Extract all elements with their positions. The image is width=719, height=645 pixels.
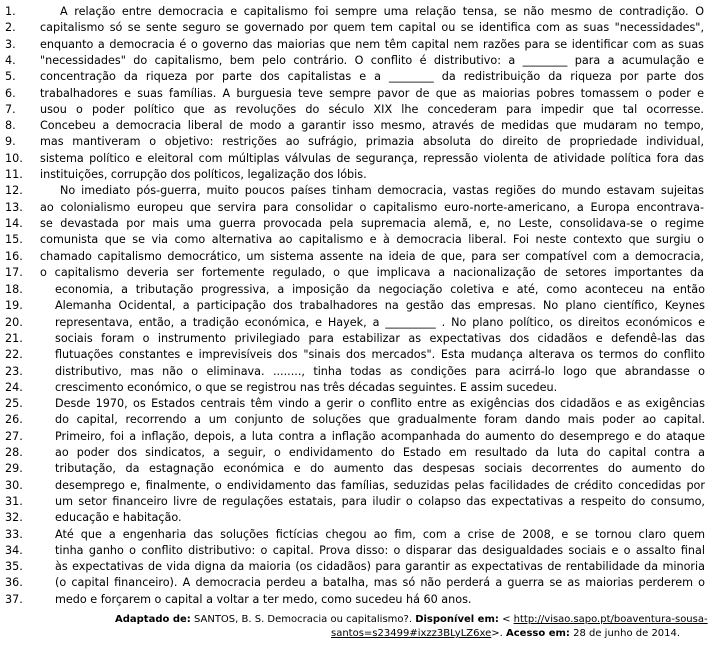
line-text: tributação, da estagnação económica e do aumento das despesas sociais decorrentes do aumento do xyxy=(55,462,705,476)
line-text: "necessidades" do capitalismo, bem pelo contrário. O conflito é distributivo: a ________ para a acumulação e xyxy=(40,53,704,67)
line-number: 20. xyxy=(5,315,23,329)
line-text: desemprego e, finalmente, o endividamento das famílias, seduzidas pelas facilidades de crédito concedidas por xyxy=(55,478,705,492)
line-number: 34. xyxy=(5,543,23,557)
line-number: 22. xyxy=(5,348,23,362)
text-line xyxy=(0,167,719,183)
line-text: mas mantiveram o objetivo: restrições ao sufrágio, primazia absoluta do direito de propriedade individual, xyxy=(40,135,704,149)
line-number: 8. xyxy=(5,119,16,133)
text-line xyxy=(0,265,719,281)
line-text: às expectativas de vida digna da maioria (os cidadãos) para garantir as expectativas de rentabilidade da minoria xyxy=(55,560,705,574)
text-line xyxy=(0,102,719,118)
line-number: 14. xyxy=(5,216,23,230)
text-line xyxy=(0,380,719,396)
text-line xyxy=(0,510,719,526)
reference-text: SANTOS, B. S. Democracia ou capitalismo?. xyxy=(193,614,413,625)
line-text: distributivo, mas não o eliminava. ........, tinha todas as condições para acirrá-lo logo que abrandasse o xyxy=(55,364,705,378)
line-number: 24. xyxy=(5,380,23,394)
line-text: chamado capitalismo democrático, um sistema assente na ideia de que, para ser compatível com a democracia, xyxy=(40,249,704,263)
text-line xyxy=(0,347,719,363)
line-number: 29. xyxy=(5,462,23,476)
line-number: 37. xyxy=(5,592,23,606)
source-citation-line-2 xyxy=(331,627,680,641)
line-text: (o capital financeiro). A democracia perdeu a batalha, mas só não perderá a guerra se as maiorias perderem o xyxy=(55,576,705,590)
line-number: 3. xyxy=(5,37,16,51)
text-line xyxy=(0,298,719,314)
line-text: ao colonialismo europeu que servira para consolidar o capitalismo euro-norte-americano, a Europa encontrava- xyxy=(40,200,704,214)
accessed-date: 28 de junho de 2014. xyxy=(573,628,681,639)
line-text: No imediato pós-guerra, muito poucos países tinham democracia, vastas regiões do mundo estavam sujeitas xyxy=(60,184,704,198)
line-number: 16. xyxy=(5,249,23,263)
text-line xyxy=(0,527,719,543)
line-text: trabalhadores e suas famílias. A burguesia teve sempre pavor de que as maiorias pobres tomassem o poder e xyxy=(40,86,704,100)
text-line xyxy=(0,249,719,265)
line-text: um setor financeiro livre de regulações estatais, para iludir o colapso das expectativas a respeito do consumo, xyxy=(55,494,705,508)
line-text: comunista que se via como alternativa ao capitalismo e à democracia liberal. Foi neste contexto que surgiu o xyxy=(40,233,704,247)
line-number: 9. xyxy=(5,135,16,149)
url-close-bracket: >. xyxy=(491,628,503,639)
text-line xyxy=(0,134,719,150)
text-line xyxy=(0,53,719,69)
line-number: 1. xyxy=(5,5,16,18)
text-line xyxy=(0,20,719,36)
text-line xyxy=(0,559,719,575)
source-citation-line-1 xyxy=(115,613,708,627)
text-line xyxy=(0,315,719,331)
text-line xyxy=(0,396,719,412)
line-text: Desde 1970, os Estados centrais têm vindo a gerir o conflito entre as exigências dos cidadãos e as exigências xyxy=(55,397,705,411)
line-text: concentração da riqueza por parte dos capitalistas e a ________ da redistribuição da riqueza por parte dos xyxy=(40,70,704,84)
line-text: representava, então, a tradição económica, e Hayek, a _________ . No plano político, os direitos económicos e xyxy=(55,315,705,329)
line-number: 25. xyxy=(5,397,23,411)
line-text: o capitalismo deveria ser fortemente regulado, o que implicava a nacionalização de setores importantes da xyxy=(40,265,704,279)
line-number: 18. xyxy=(5,283,23,296)
line-number: 13. xyxy=(5,200,23,214)
line-number: 4. xyxy=(5,53,16,67)
line-text: Primeiro, foi a inflação, depois, a luta contra a inflação acompanhada do aumento do desemprego e do ataque xyxy=(55,429,705,443)
line-number: 28. xyxy=(5,446,23,459)
text-line xyxy=(0,37,719,53)
line-number: 26. xyxy=(5,413,23,427)
line-number: 19. xyxy=(5,299,23,313)
text-line xyxy=(0,118,719,134)
line-number: 27. xyxy=(5,429,23,443)
line-number: 21. xyxy=(5,331,23,345)
line-text: educação e habitação. xyxy=(55,511,182,525)
line-text: capitalismo só se sente seguro se governado por quem tem capital ou se identifica com as suas "necessidades", xyxy=(40,21,704,35)
line-number: 30. xyxy=(5,478,23,492)
line-number: 35. xyxy=(5,560,23,574)
text-line xyxy=(0,86,719,102)
text-line xyxy=(0,151,719,167)
line-text: sistema político e eleitoral com múltiplas válvulas de segurança, repressão violenta de atividade política fora das xyxy=(40,151,704,165)
source-link-part-2[interactable]: santos=s23499#ixzz3BLyLZ6xe xyxy=(331,628,492,639)
text-line xyxy=(0,592,719,608)
line-number: 36. xyxy=(5,576,23,590)
line-text: usou o poder político que as revoluções do século XIX lhe concederam para impedir que tal ocorresse. xyxy=(40,102,704,116)
line-number: 33. xyxy=(5,527,23,541)
text-line xyxy=(0,4,719,20)
url-open-bracket: < xyxy=(502,614,511,625)
text-line xyxy=(0,331,719,347)
line-text: do capital, recorrendo a um conjunto de soluções que gradualmente foram dando mais poder ao capital. xyxy=(55,413,705,427)
line-number: 11. xyxy=(5,168,23,181)
line-text: sociais foram o instrumento privilegiado para estabilizar as expectativas dos cidadãos e defendê-las das xyxy=(55,331,705,345)
text-line xyxy=(0,429,719,445)
text-line xyxy=(0,232,719,248)
line-number: 10. xyxy=(5,151,23,165)
line-text: tinha ganho o conflito distributivo: o capital. Prova disso: o disparar das desigualdades sociais e o assalto final xyxy=(55,543,705,557)
text-line xyxy=(0,543,719,559)
line-text: A relação entre democracia e capitalismo foi sempre uma relação tensa, se não mesmo de contradição. O xyxy=(60,5,704,18)
line-number: 6. xyxy=(5,86,16,100)
text-line xyxy=(0,445,719,461)
line-text: crescimento económico, o que se registrou nas três décadas seguintes. E assim sucedeu. xyxy=(55,380,558,394)
line-text: ao poder dos sindicatos, a seguir, o endividamento do Estado em resultado da luta do capital contra a xyxy=(55,446,705,459)
text-line xyxy=(0,478,719,494)
text-line xyxy=(0,183,719,199)
line-text: economia, a tributação progressiva, a imposição da negociação coletiva e até, como aconteceu na então xyxy=(55,283,705,296)
source-link-part-1[interactable]: http://visao.sapo.pt/boaventura-sousa- xyxy=(513,614,708,625)
accessed-label: Acesso em: xyxy=(506,628,570,639)
line-number: 12. xyxy=(5,184,23,198)
line-number: 7. xyxy=(5,102,16,116)
available-label: Disponível em: xyxy=(415,614,499,625)
line-text: Alemanha Ocidental, a participação dos trabalhadores na gestão das empresas. No plano científico, Keynes xyxy=(55,299,705,313)
text-line xyxy=(0,412,719,428)
text-line xyxy=(0,200,719,216)
text-line xyxy=(0,282,719,298)
line-text: Até que a engenharia das soluções fictícias chegou ao fim, com a crise de 2008, e se tornou claro quem xyxy=(55,527,705,541)
line-number: 15. xyxy=(5,233,23,247)
line-number: 2. xyxy=(5,21,16,35)
line-text: Concebeu a democracia liberal de modo a garantir isso mesmo, através de medidas que mudaram no tempo, xyxy=(40,119,704,133)
text-line xyxy=(0,494,719,510)
line-text: instituições, corrupção dos políticos, legalização dos lóbis. xyxy=(40,168,367,181)
line-number: 31. xyxy=(5,494,23,508)
text-line xyxy=(0,364,719,380)
line-text: medo e forçarem o capital a voltar a ter medo, como sucedeu há 60 anos. xyxy=(55,592,472,606)
line-number: 17. xyxy=(5,265,23,279)
text-line xyxy=(0,575,719,591)
line-number: 23. xyxy=(5,364,23,378)
text-line xyxy=(0,216,719,232)
text-line xyxy=(0,461,719,477)
line-text: enquanto a democracia é o governo das maiorias que nem têm capital nem razões para se identificar com as suas xyxy=(40,37,704,51)
text-line xyxy=(0,69,719,85)
line-number: 32. xyxy=(5,511,23,525)
adapted-label: Adaptado de: xyxy=(115,614,191,625)
line-text: flutuações constantes e imprevisíveis dos "sinais dos mercados". Esta mudança alterava os termos do conflito xyxy=(55,348,705,362)
line-number: 5. xyxy=(5,70,16,84)
line-text: se devastada por mais uma guerra provocada pela supremacia alemã, e, no Leste, consolidava-se o regime xyxy=(40,216,704,230)
